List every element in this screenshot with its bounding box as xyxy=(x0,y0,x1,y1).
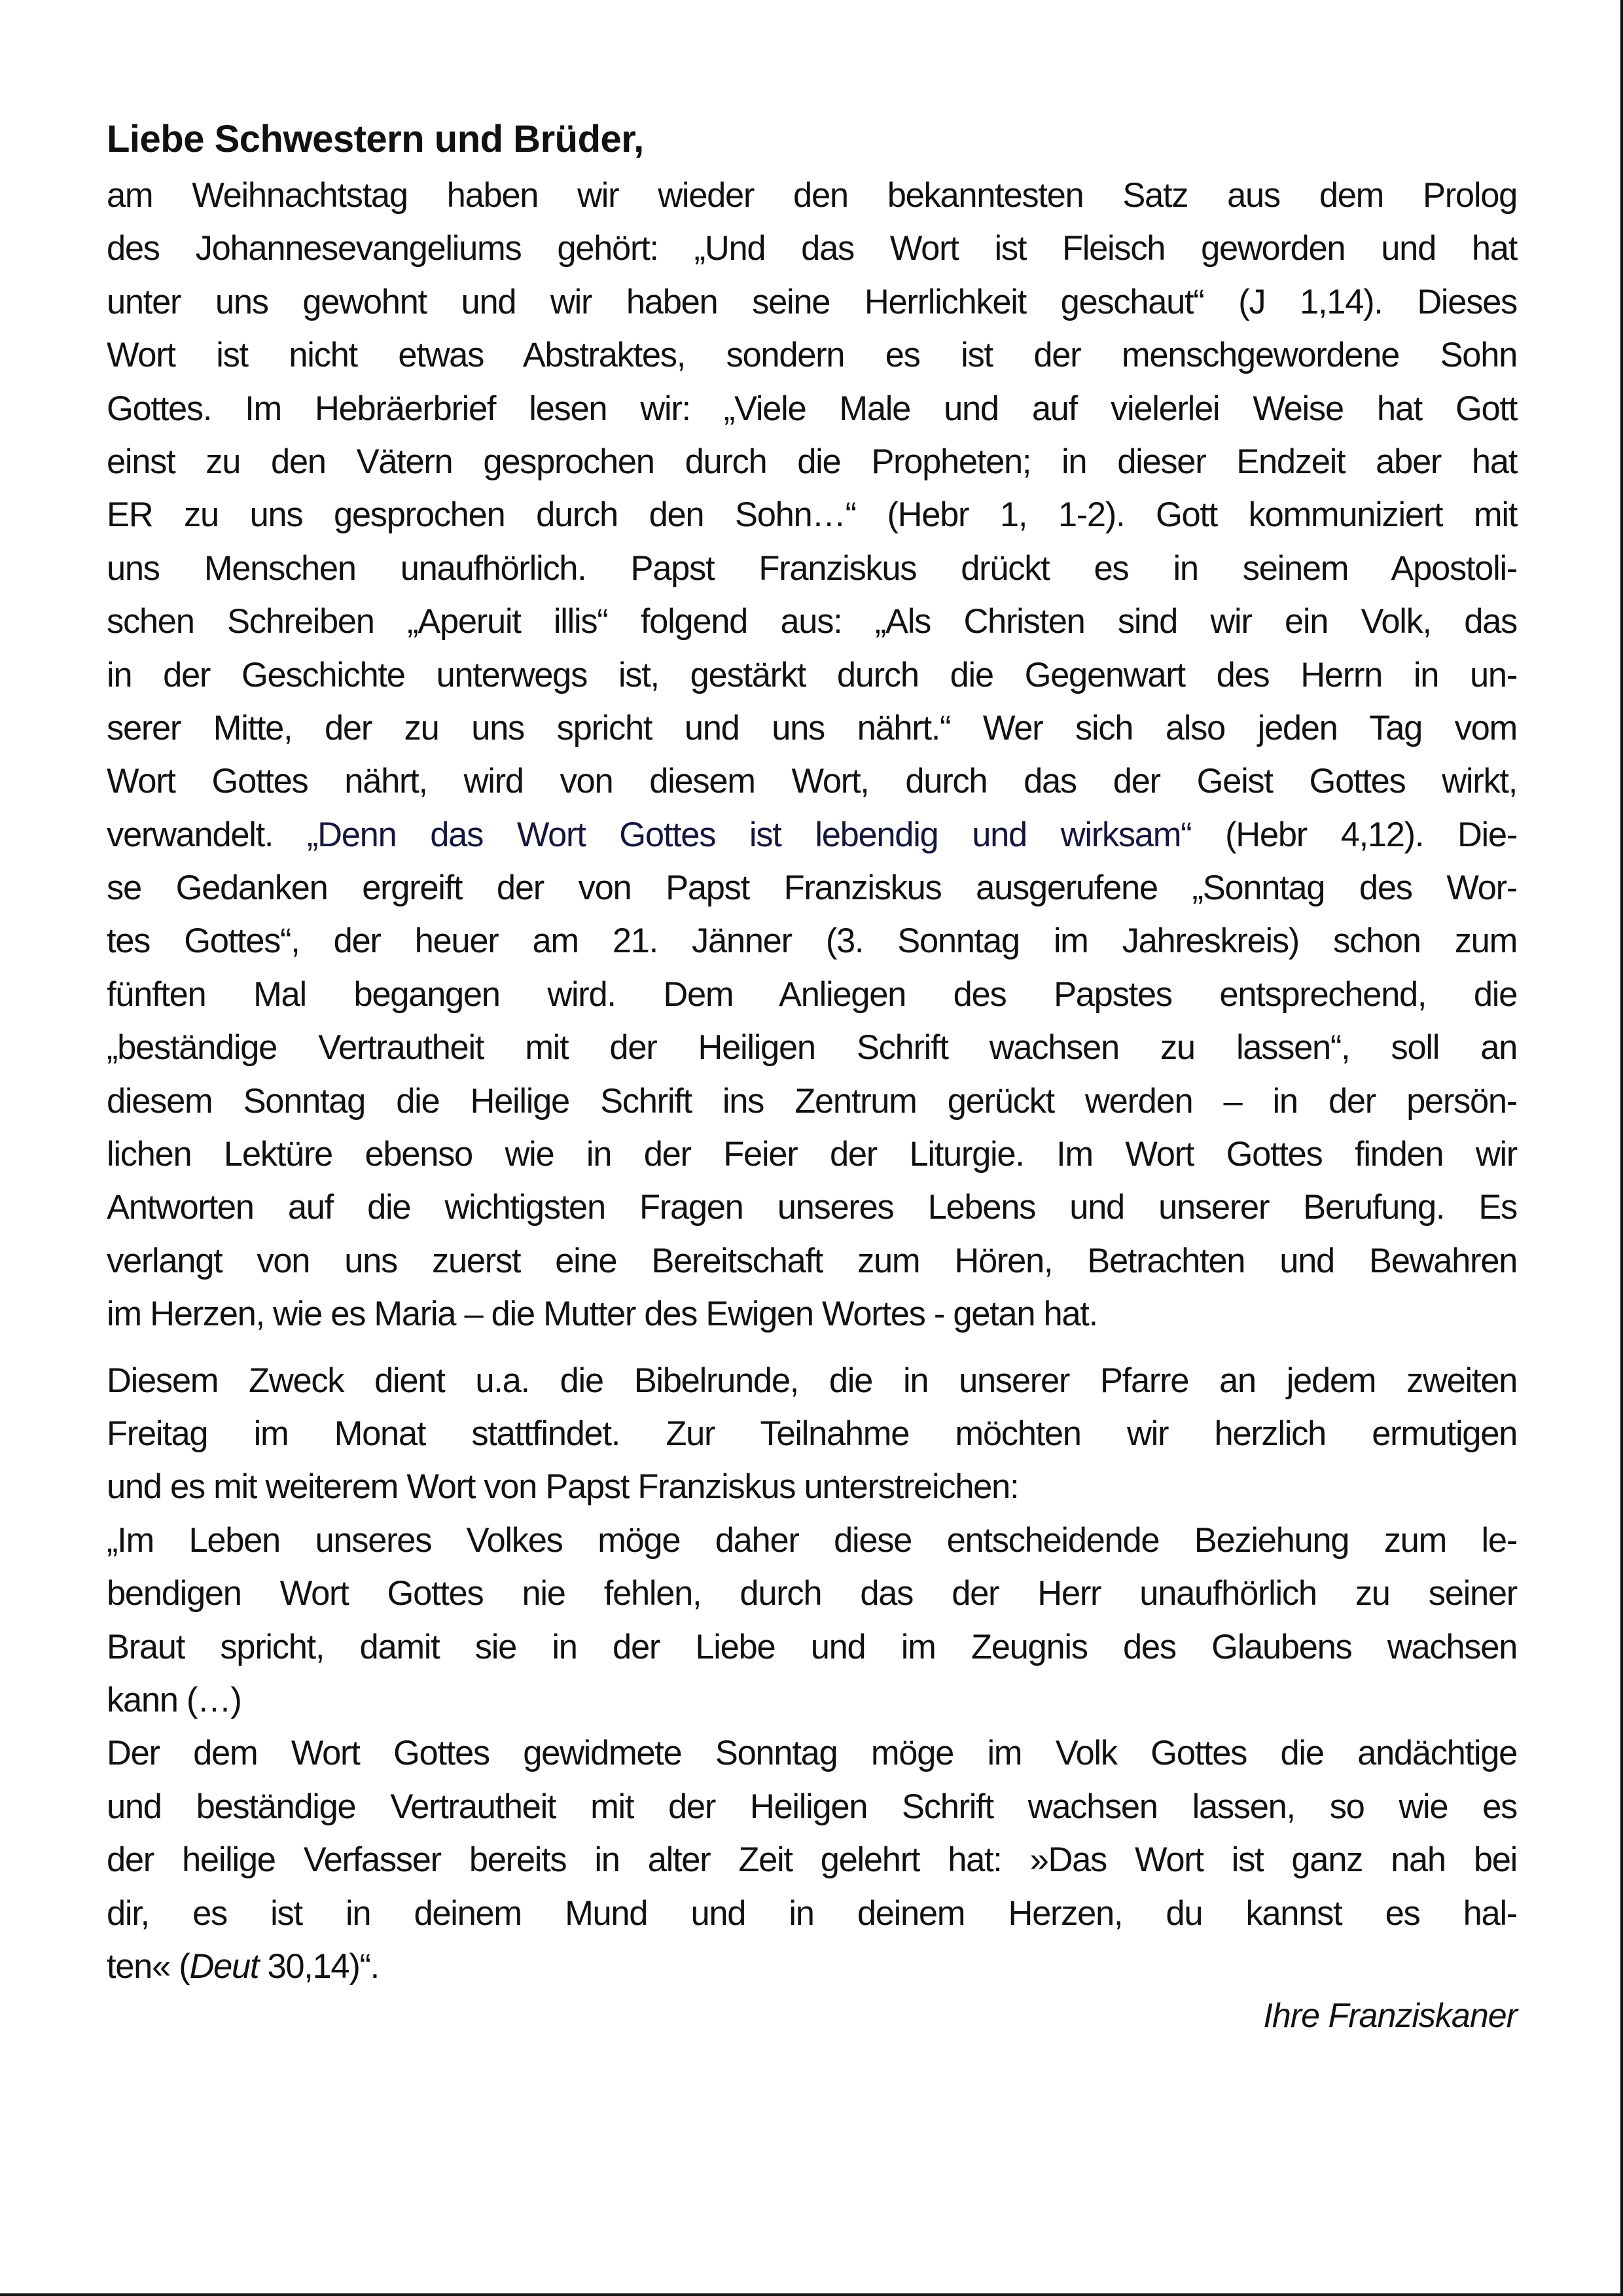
text-line: im Herzen, wie es Maria – die Mutter des Ewigen Wortes - getan hat. xyxy=(107,1295,1097,1334)
paragraph-2 xyxy=(107,1354,1517,1514)
pope-quote-block xyxy=(107,1514,1517,1994)
greeting-heading: Liebe Schwestern und Brüder, xyxy=(107,118,644,160)
text-line: am Weihnachtstag haben wir wieder den bekanntesten Satz aus dem Prolog xyxy=(107,176,1517,215)
text-segment: verwandelt. xyxy=(107,815,307,854)
text-segment: ten« ( xyxy=(107,1946,190,1986)
text-segment: 30,14)“. xyxy=(259,1946,379,1986)
letter-body xyxy=(107,110,1517,2045)
text-line: bendigen Wort Gottes nie fehlen, durch das der Herr unaufhörlich zu seiner xyxy=(107,1574,1517,1613)
signature: Ihre Franziskaner xyxy=(1263,1997,1517,2036)
text-line: des Johannesevangeliums gehört: „Und das Wort ist Fleisch geworden und hat xyxy=(107,229,1517,268)
text-line: lichen Lektüre ebenso wie in der Feier der Liturgie. Im Wort Gottes finden wir xyxy=(107,1135,1517,1174)
text-line: fünften Mal begangen wird. Dem Anliegen des Papstes entsprechend, die xyxy=(107,975,1517,1014)
text-line: „beständige Vertrautheit mit der Heiligen Schrift wachsen zu lassen“, soll an xyxy=(107,1028,1517,1067)
text-line: serer Mitte, der zu uns spricht und uns nährt.“ Wer sich also jeden Tag vom xyxy=(107,708,1517,747)
text-line: Freitag im Monat stattfindet. Zur Teilnahme möchten wir herzlich ermutigen xyxy=(107,1414,1517,1453)
text-line: Der dem Wort Gottes gewidmete Sonntag möge im Volk Gottes die andächtige xyxy=(107,1734,1517,1773)
text-line: unter uns gewohnt und wir haben seine Herrlichkeit geschaut“ (J 1,14). Dieses xyxy=(107,282,1517,321)
text-line: Wort Gottes nährt, wird von diesem Wort, durch das der Geist Gottes wirkt, xyxy=(107,762,1517,801)
hebrew-quote: „Denn das Wort Gottes ist lebendig und wirksam“ xyxy=(306,815,1192,854)
text-line: der heilige Verfasser bereits in alter Zeit gelehrt hat: »Das Wort ist ganz nah bei xyxy=(107,1840,1517,1880)
text-line: „Im Leben unseres Volkes möge daher diese entscheidende Beziehung zum le- xyxy=(107,1520,1517,1560)
text-line-with-quote xyxy=(107,808,1517,861)
text-line: in der Geschichte unterwegs ist, gestärkt durch die Gegenwart des Herrn in un- xyxy=(107,655,1517,694)
text-line: se Gedanken ergreift der von Papst Franziskus ausgerufene „Sonntag des Wor- xyxy=(107,869,1517,908)
text-line-with-citation xyxy=(107,1940,1517,1993)
text-line: einst zu den Vätern gesprochen durch die Propheten; in dieser Endzeit aber hat xyxy=(107,442,1517,481)
paragraph-1 xyxy=(107,169,1517,1341)
text-line: dir, es ist in deinem Mund und in deinem Herzen, du kannst es hal- xyxy=(107,1893,1517,1933)
paragraph-spacer xyxy=(107,1341,1517,1354)
text-line: kann (…) xyxy=(107,1680,241,1719)
text-line: und es mit weiterem Wort von Papst Franziskus unterstreichen: xyxy=(107,1467,1019,1507)
text-line: schen Schreiben „Aperuit illis“ folgend aus: „Als Christen sind wir ein Volk, das xyxy=(107,602,1517,641)
text-line: Antworten auf die wichtigsten Fragen unseres Lebens und unserer Berufung. Es xyxy=(107,1188,1517,1227)
text-line: tes Gottes“, der heuer am 21. Jänner (3. Sonntag im Jahreskreis) schon zum xyxy=(107,922,1517,961)
citation-book: Deut xyxy=(189,1946,259,1986)
text-line: Braut spricht, damit sie in der Liebe und im Zeugnis des Glaubens wachsen xyxy=(107,1627,1517,1666)
text-line: diesem Sonntag die Heilige Schrift ins Zentrum gerückt werden – in der persön- xyxy=(107,1081,1517,1121)
text-line: ER zu uns gesprochen durch den Sohn…“ (Hebr 1, 1-2). Gott kommuniziert mit xyxy=(107,495,1517,535)
text-line: Wort ist nicht etwas Abstraktes, sondern es ist der menschgewordene Sohn xyxy=(107,336,1517,375)
text-line: verlangt von uns zuerst eine Bereitschaft zum Hören, Betrachten und Bewahren xyxy=(107,1241,1517,1280)
text-line: Gottes. Im Hebräerbrief lesen wir: „Viele Male und auf vielerlei Weise hat Gott xyxy=(107,389,1517,428)
text-line: Diesem Zweck dient u.a. die Bibelrunde, die in unserer Pfarre an jedem zweiten xyxy=(107,1361,1517,1400)
text-segment: (Hebr 4,12). Die- xyxy=(1191,815,1518,854)
text-line: uns Menschen unaufhörlich. Papst Franziskus drückt es in seinem Apostoli- xyxy=(107,548,1517,588)
text-line: und beständige Vertrautheit mit der Heiligen Schrift wachsen lassen, so wie es xyxy=(107,1787,1517,1826)
